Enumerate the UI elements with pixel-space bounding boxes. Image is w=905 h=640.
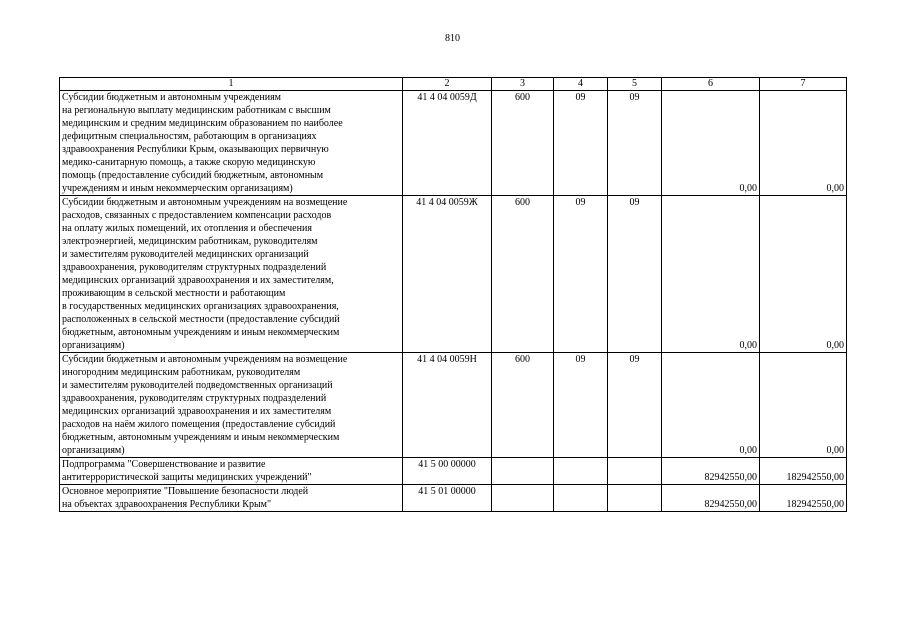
header-cell: 2 <box>403 78 492 91</box>
row-code: 41 4 04 0059Ж <box>403 196 492 353</box>
row-col3 <box>492 458 554 485</box>
header-cell: 4 <box>554 78 608 91</box>
row-col4: 09 <box>554 353 608 458</box>
row-name: Субсидии бюджетным и автономным учреждениям на возмещение расходов, связанных с предоставлением компенсации расходов на оплату жилых помещений, их отопления и обеспечения электроэнергией, медицинским работникам, руководителям и заместителям руководителей медицинских организаций здравоохранения, руководителям структурных подразделений медицинских организаций здравоохранения и их заместителям, проживающим в сельской местности и работающим в государственных медицинских организациях здравоохранения, расположенных в сельской местности (предоставление субсидий бюджетным, автономным учреждениям и иным некоммерческим организациям) <box>60 196 403 353</box>
row-name: Основное мероприятие "Повышение безопасности людей на объектах здравоохранения Республики Крым" <box>60 485 403 512</box>
budget-table <box>59 77 847 512</box>
table-row <box>60 91 847 196</box>
row-code: 41 5 00 00000 <box>403 458 492 485</box>
table-row <box>60 458 847 485</box>
row-col4 <box>554 485 608 512</box>
row-col6: 82942550,00 <box>662 458 760 485</box>
header-cell: 5 <box>608 78 662 91</box>
row-col4: 09 <box>554 91 608 196</box>
row-col7: 182942550,00 <box>760 458 847 485</box>
row-code: 41 5 01 00000 <box>403 485 492 512</box>
row-col5: 09 <box>608 91 662 196</box>
row-code: 41 4 04 0059Д <box>403 91 492 196</box>
row-col7: 0,00 <box>760 353 847 458</box>
row-col6: 0,00 <box>662 91 760 196</box>
row-name: Субсидии бюджетным и автономным учреждениям на возмещение иногородним медицинским работникам, руководителям и заместителям руководителей подведомственных организаций здравоохранения, руководителям структурных подразделений медицинских организаций здравоохранения и их заместителям расходов на наём жилого помещения (предоставление субсидий бюджетным, автономным учреждениям и иным некоммерческим организациям) <box>60 353 403 458</box>
row-name: Субсидии бюджетным и автономным учреждениям на региональную выплату медицинским работникам с высшим медицинским и средним медицинским образованием по наиболее дефицитным специальностям, работающим в организациях здравоохранения Республики Крым, оказывающих первичную медико-санитарную помощь, а также скорую медицинскую помощь (предоставление субсидий бюджетным, автономным учреждениям и иным некоммерческим организациям) <box>60 91 403 196</box>
row-code: 41 4 04 0059Н <box>403 353 492 458</box>
row-col4: 09 <box>554 196 608 353</box>
header-row <box>60 78 847 91</box>
table-row <box>60 353 847 458</box>
row-col7: 0,00 <box>760 196 847 353</box>
row-col5: 09 <box>608 353 662 458</box>
header-cell: 6 <box>662 78 760 91</box>
row-col3 <box>492 485 554 512</box>
page-number: 810 <box>445 33 460 44</box>
row-col3: 600 <box>492 91 554 196</box>
row-col7: 0,00 <box>760 91 847 196</box>
header-cell: 3 <box>492 78 554 91</box>
row-col4 <box>554 458 608 485</box>
row-col7: 182942550,00 <box>760 485 847 512</box>
header-cell: 7 <box>760 78 847 91</box>
header-cell: 1 <box>60 78 403 91</box>
table-row <box>60 485 847 512</box>
row-col3: 600 <box>492 353 554 458</box>
row-col5 <box>608 458 662 485</box>
row-col6: 82942550,00 <box>662 485 760 512</box>
row-col5 <box>608 485 662 512</box>
row-col3: 600 <box>492 196 554 353</box>
row-col5: 09 <box>608 196 662 353</box>
table-row <box>60 196 847 353</box>
row-col6: 0,00 <box>662 353 760 458</box>
row-name: Подпрограмма "Совершенствование и развитие антитеррористической защиты медицинских учреждений" <box>60 458 403 485</box>
row-col6: 0,00 <box>662 196 760 353</box>
